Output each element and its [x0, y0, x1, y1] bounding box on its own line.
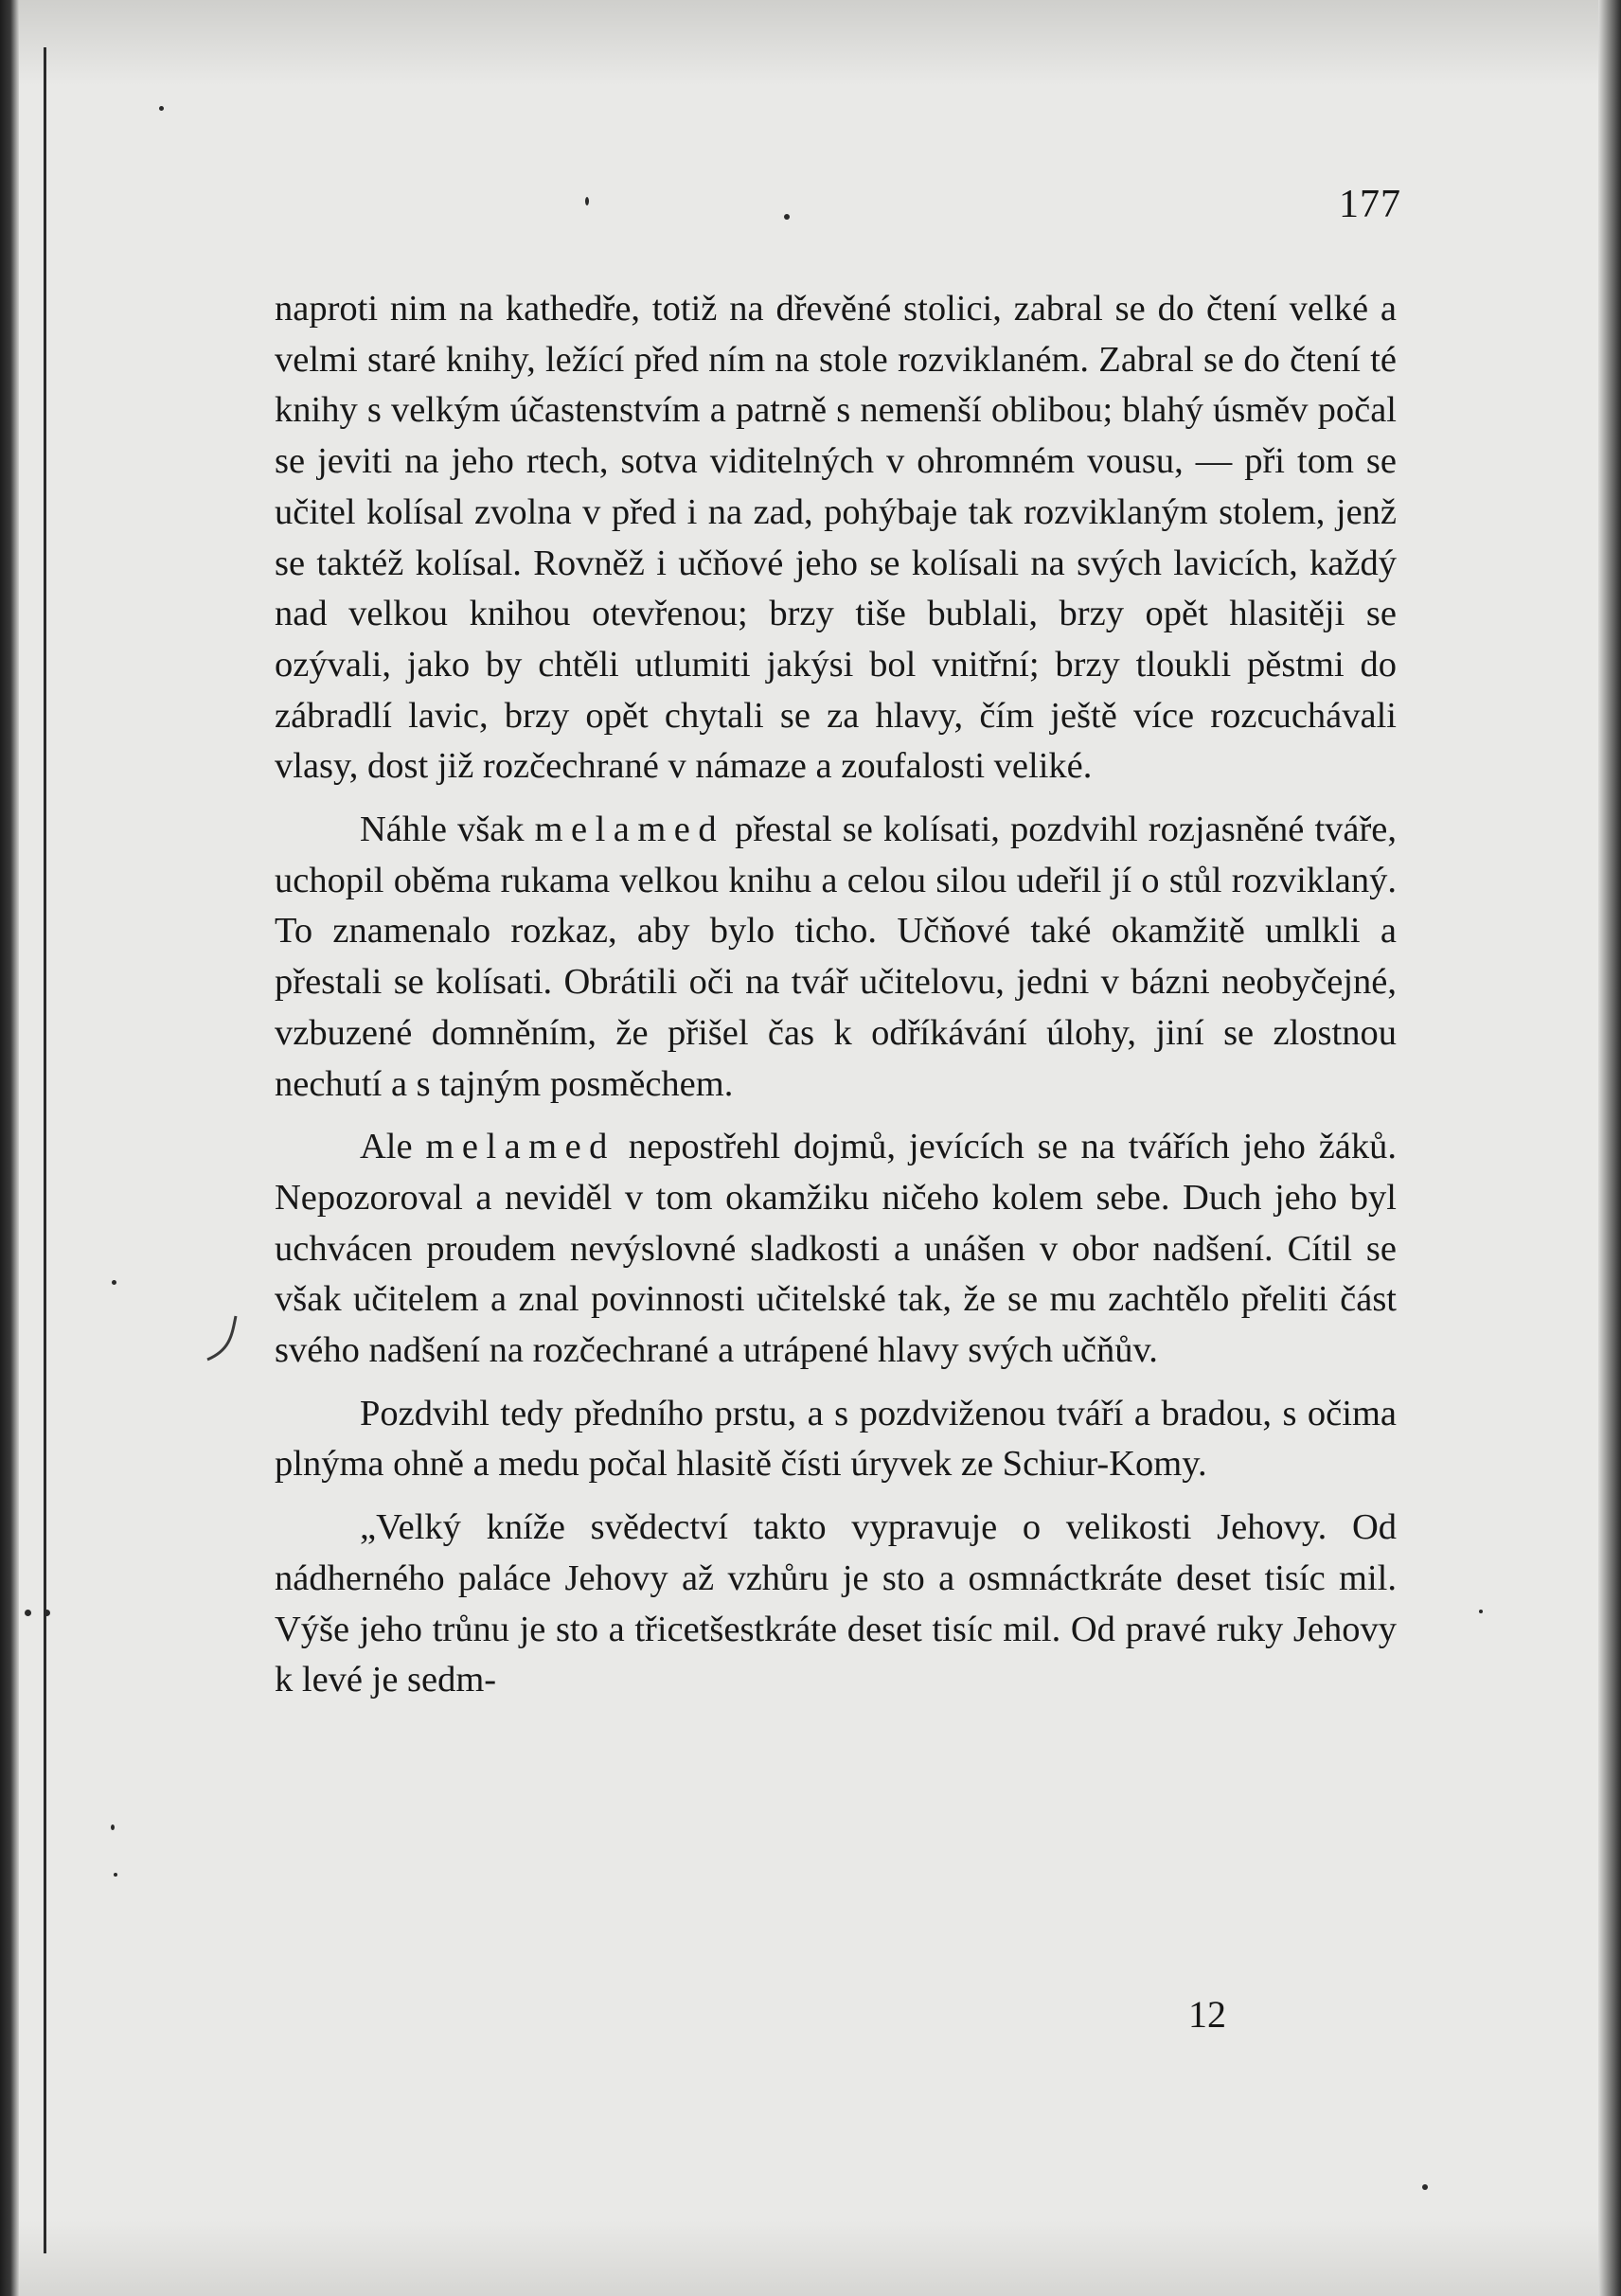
paragraph: „Velký kníže svědectví takto vypravuje o velikosti Jehovy. Od nádherného paláce Jehovy až vzhůru je sto a osmnáctkráte deset tisíc mil. Výše jeho trůnu je sto a třicetšestkráte deset tisíc mil. Od pravé ruky Jehovy k levé je sedm- — [275, 1507, 1397, 1700]
paragraph — [275, 805, 1397, 1110]
top-shadow — [0, 0, 1621, 85]
paragraph-rest: přestal se kolísati, pozdvihl rozjasněné tváře, uchopil oběma rukama velkou knihu a celou silou udeřil jí o stůl rozviklaný. To znamenalo rozkaz, aby bylo ticho. Učňové také okamžitě umlkli a přestali se kolísati. Obrátili oči na tvář učitelovu, jedni v bázni neobyčejné, vzbuzené domněním, že přišel čas k odříkávání úlohy, jiní se zlostnou nechutí a s tajným posměchem. — [275, 810, 1398, 1104]
speck-mark — [111, 1824, 115, 1830]
speck-mark — [1479, 1610, 1483, 1613]
speck-mark — [784, 214, 790, 220]
signature-mark: 12 — [1188, 1993, 1226, 2036]
paragraph — [275, 1122, 1397, 1377]
spaced-word: melamed — [425, 1127, 615, 1167]
speck-mark — [25, 1610, 31, 1616]
paragraph: naproti nim na kathedře, totiž na dřevěné stolici, zabral se do čtení velké a velmi staré knihy, ležící před ním na stole rozviklaném. Zabral se do čtení té knihy s velkým účastenstvím a patrně s nemenší oblibou; blahý úsměv počal se jeviti na jeho rtech, sotva viditelných v ohromném vousu, — při tom se učitel kolísal zvolna v před i na zad, pohýbaje tak rozviklaným stolem, jenž se taktéž kolísal. Rovněž i učňové jeho se kolísali na svých lavicích, každý nad velkou knihou otevřenou; brzy tiše bublali, brzy opět hlasitěji se ozývali, jako by chtěli utlumiti jakýsi bol vnitřní; brzy tloukli pěstmi do zábradlí lavic, brzy opět chytali se za hlavy, čím ještě více rozcuchávali vlasy, dost již rozčechrané v námaze a zoufalosti veliké. — [275, 289, 1397, 787]
spaced-word: melamed — [534, 810, 725, 850]
pencil-mark-icon — [194, 1312, 251, 1369]
speck-mark — [159, 106, 164, 111]
right-page-edge — [1598, 0, 1621, 2296]
speck-mark — [585, 197, 589, 205]
paragraph-lead: Ale — [360, 1127, 426, 1167]
speck-mark — [1422, 2184, 1428, 2190]
left-page-edge — [44, 47, 46, 2253]
speck-mark — [114, 1873, 117, 1877]
paragraph-rest: nepostřehl dojmů, jevících se na tvářích jeho žáků. Nepozoroval a neviděl v tom okamžiku ničeho kolem sebe. Duch jeho byl uchvácen proudem nevýslovné sladkosti a unášen v obor nadšení. Cítil se však učitelem a znal povinnosti učitelské tak, že se mu zachtělo přeliti část svého nadšení na rozčechrané a utrápené hlavy svých učňův. — [275, 1127, 1397, 1371]
binding-gutter — [0, 0, 19, 2296]
paragraph-lead: Náhle však — [360, 810, 535, 850]
speck-mark — [112, 1280, 116, 1285]
bottom-shadow — [0, 2220, 1621, 2296]
speck-mark — [44, 1610, 50, 1616]
paragraph: Pozdvihl tedy předního prstu, a s pozdviženou tváří a bradou, s očima plnýma ohně a medu počal hlasitě čísti úryvek ze Schiur-Komy. — [275, 1393, 1397, 1485]
page-number: 177 — [1339, 183, 1401, 226]
body-text — [275, 284, 1397, 1706]
